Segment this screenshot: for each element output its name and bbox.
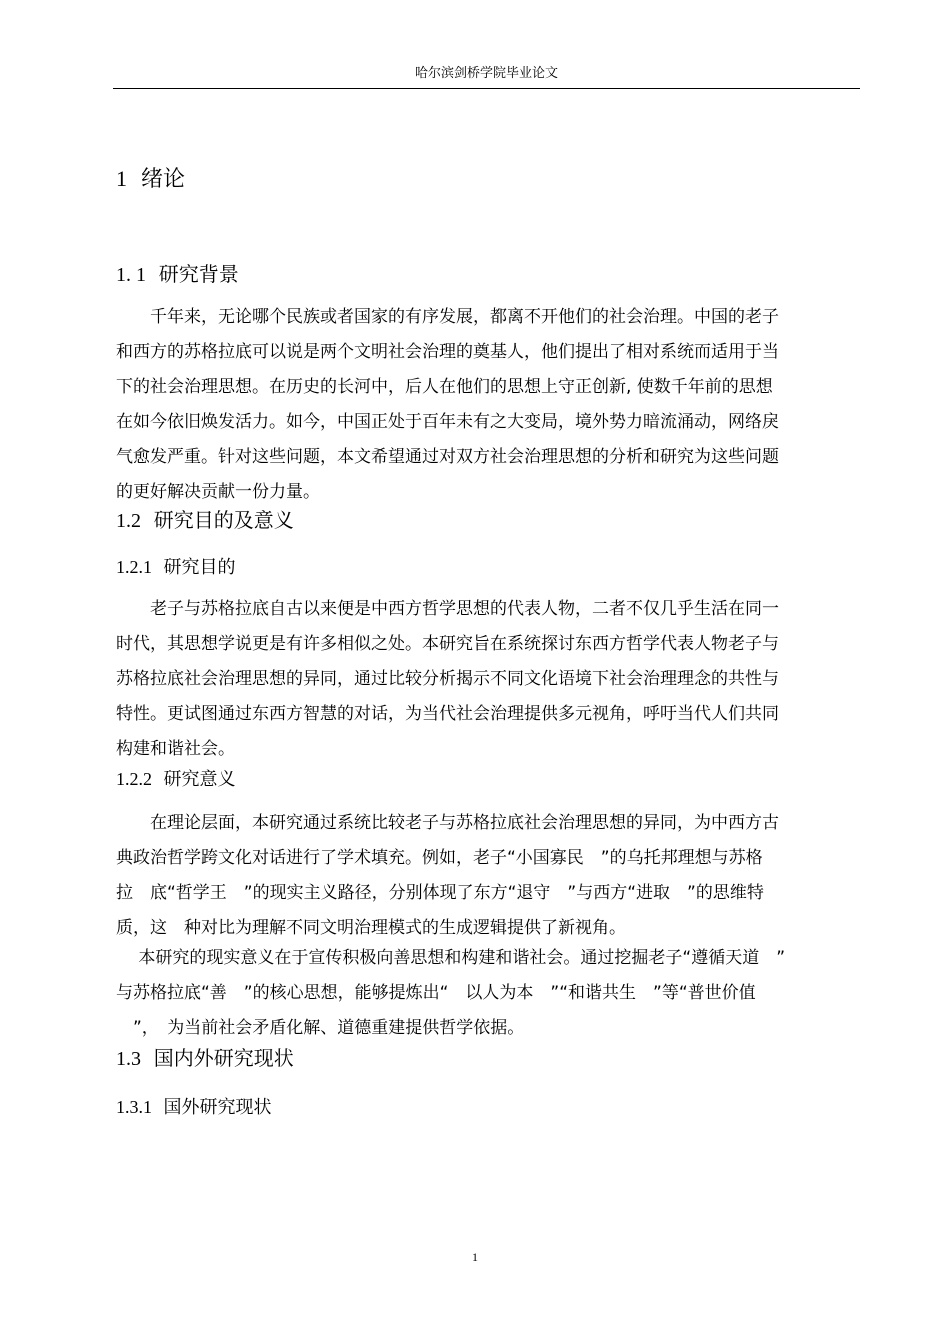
paragraph-line: ”， 为当前社会矛盾化解、道德重建提供哲学依据。	[116, 1018, 525, 1038]
heading-number: 1. 1	[116, 264, 146, 286]
paragraph-line: 在如今依旧焕发活力。如今，中国正处于百年未有之大变局，境外势力暗流涌动，网络戾	[116, 412, 779, 432]
header-divider	[113, 88, 860, 89]
heading-number: 1.3.1	[116, 1097, 152, 1117]
heading-1-introduction	[116, 166, 185, 193]
heading-title: 绪论	[141, 167, 186, 192]
paragraph-line: 质，这 种对比为理解不同文明治理模式的生成逻辑提供了新视角。	[116, 918, 626, 938]
heading-number: 1.3	[116, 1048, 141, 1070]
paragraph-line: 拉 底“哲学王 ”的现实主义路径，分别体现了东方“退守 ”与西方“进取 ”的思维特	[116, 883, 764, 903]
paragraph-line: 构建和谐社会。	[116, 739, 235, 759]
heading-1-2-1-purpose	[116, 556, 235, 579]
heading-number: 1.2.1	[116, 557, 152, 577]
heading-title: 研究目的	[163, 557, 236, 578]
paragraph-line: 的更好解决贡献一份力量。	[116, 482, 320, 502]
heading-title: 国外研究现状	[163, 1097, 272, 1118]
paragraph-line: 下的社会治理思想。在历史的长河中，后人在他们的思想上守正创新, 使数千年前的思想	[116, 377, 773, 397]
heading-number: 1	[116, 166, 127, 191]
heading-1-3-research-status	[116, 1046, 294, 1071]
heading-1-1-background	[116, 262, 239, 287]
heading-1-2-purpose-significance	[116, 508, 294, 533]
heading-1-3-1-foreign-research	[116, 1096, 271, 1119]
paragraph-line: 千年来，无论哪个民族或者国家的有序发展，都离不开他们的社会治理。中国的老子	[116, 307, 779, 327]
heading-1-2-2-significance	[116, 768, 235, 791]
paragraph-line: 在理论层面，本研究通过系统比较老子与苏格拉底社会治理思想的异同，为中西方古	[116, 813, 779, 833]
paragraph-line: 典政治哲学跨文化对话进行了学术填充。例如，老子“小国寡民 ”的乌托邦理想与苏格	[116, 848, 763, 868]
paragraph-line: 苏格拉底社会治理思想的异同，通过比较分析揭示不同文化语境下社会治理理念的共性与	[116, 669, 779, 689]
paragraph-line: 特性。更试图通过东西方智慧的对话，为当代社会治理提供多元视角，呼吁当代人们共同	[116, 704, 779, 724]
heading-title: 研究背景	[158, 262, 239, 286]
paragraph-background	[116, 300, 860, 510]
paragraph-significance-theory	[116, 806, 860, 946]
page-number: 1	[472, 1250, 478, 1264]
heading-title: 国内外研究现状	[153, 1046, 294, 1070]
paragraph-purpose	[116, 592, 860, 767]
heading-number: 1.2.2	[116, 769, 152, 789]
heading-title: 研究目的及意义	[153, 508, 294, 532]
paragraph-line: 和西方的苏格拉底可以说是两个文明社会治理的奠基人，他们提出了相对系统而适用于当	[116, 342, 779, 362]
page-header-title: 哈尔滨剑桥学院毕业论文	[414, 66, 558, 81]
heading-number: 1.2	[116, 510, 141, 532]
paragraph-line: 与苏格拉底“善 ”的核心思想，能够提炼出“ 以人为本 ”“和谐共生 ”等“普世价值	[116, 983, 756, 1003]
paragraph-significance-practice	[116, 941, 860, 1046]
paragraph-line: 老子与苏格拉底自古以来便是中西方哲学思想的代表人物，二者不仅几乎生活在同一	[116, 599, 779, 619]
paragraph-line: 时代，其思想学说更是有许多相似之处。本研究旨在系统探讨东西方哲学代表人物老子与	[116, 634, 779, 654]
paragraph-line: 本研究的现实意义在于宣传积极向善思想和构建和谐社会。通过挖掘老子“遵循天道 ”	[116, 948, 786, 968]
heading-title: 研究意义	[163, 769, 236, 790]
paragraph-line: 气愈发严重。针对这些问题，本文希望通过对双方社会治理思想的分析和研究为这些问题	[116, 447, 779, 467]
